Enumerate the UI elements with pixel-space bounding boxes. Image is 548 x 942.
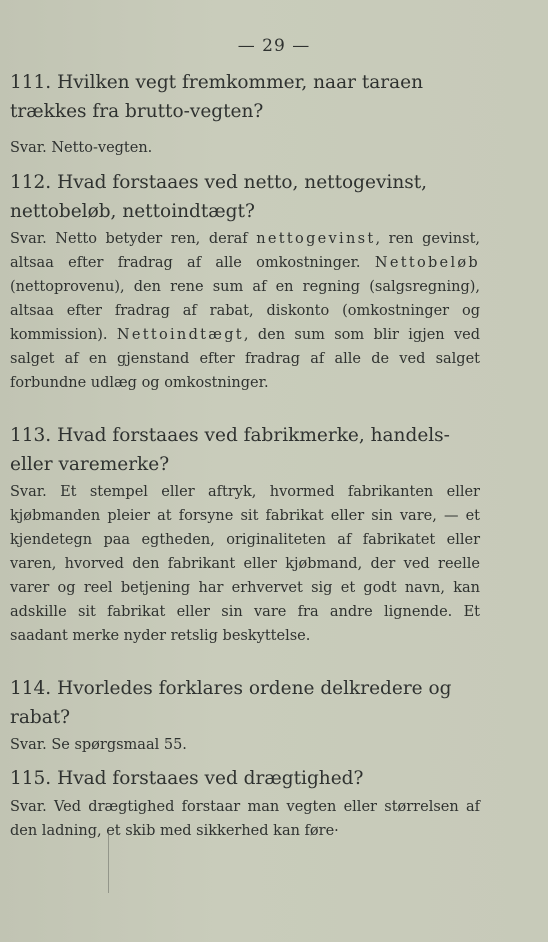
- question-112: 112. Hvad forstaaes ved netto, nettogevinst, nettobeløb, nettoindtægt?: [10, 172, 428, 222]
- term-nettoindtaegt: Nettoindtægt: [116, 327, 244, 343]
- answer-112-part3: (nettoprovenu), den rene sum af en regning (salgsregning), altsaa efter fradrag af rabat, diskonto (omkostninger og kommission).: [10, 279, 480, 343]
- page-number: — 29 —: [237, 36, 311, 56]
- question-115: 115. Hvad forstaaes ved drægtighed?: [10, 768, 364, 789]
- answer-113: Svar. Et stempel eller aftryk, hvormed fabrikanten eller kjøbmanden pleier at forsyne sit fabrikat eller sin vare, — et kjendetegn paa egtheden, originaliteten af fabrikatet eller varen, hvorved den fabrikant eller kjøbmand, der ved reelle varer og reel betjening har erhvervet sig et godt navn, kan adskille sit fabrikat eller sin vare fra andre lignende. Et saadant merke nyder retslig beskyttelse.: [10, 484, 480, 644]
- term-nettobelob: Nettobeløb: [374, 255, 480, 271]
- term-nettogevinst: nettogevinst: [256, 231, 376, 247]
- answer-112-part4: , den sum som blir igjen ved salget af en gjenstand efter fradrag af alle de ved salget forbundne udlæg og omkostninger.: [10, 327, 481, 391]
- answer-115: Svar. Ved drægtighed forstaar man vegten eller størrelsen af den ladning, et skib med sikkerhed kan føre·: [10, 799, 480, 839]
- answer-111: Svar. Netto-vegten.: [10, 140, 153, 156]
- answer-114: Svar. Se spørgsmaal 55.: [10, 737, 187, 753]
- question-113: 113. Hvad forstaaes ved fabrikmerke, handels- eller varemerke?: [10, 425, 450, 475]
- answer-112-lead: Svar. Netto betyder ren, deraf: [10, 231, 248, 247]
- pencil-mark: [108, 833, 127, 893]
- answer-112: [10, 227, 480, 395]
- question-114: 114. Hvorledes forklares ordene delkredere og rabat?: [10, 678, 452, 728]
- answer-112-part2: , ren gevinst, altsaa efter fradrag af alle omkostninger.: [10, 231, 481, 271]
- question-111: 111. Hvilken vegt fremkommer, naar taraen trækkes fra brutto-vegten?: [10, 72, 424, 122]
